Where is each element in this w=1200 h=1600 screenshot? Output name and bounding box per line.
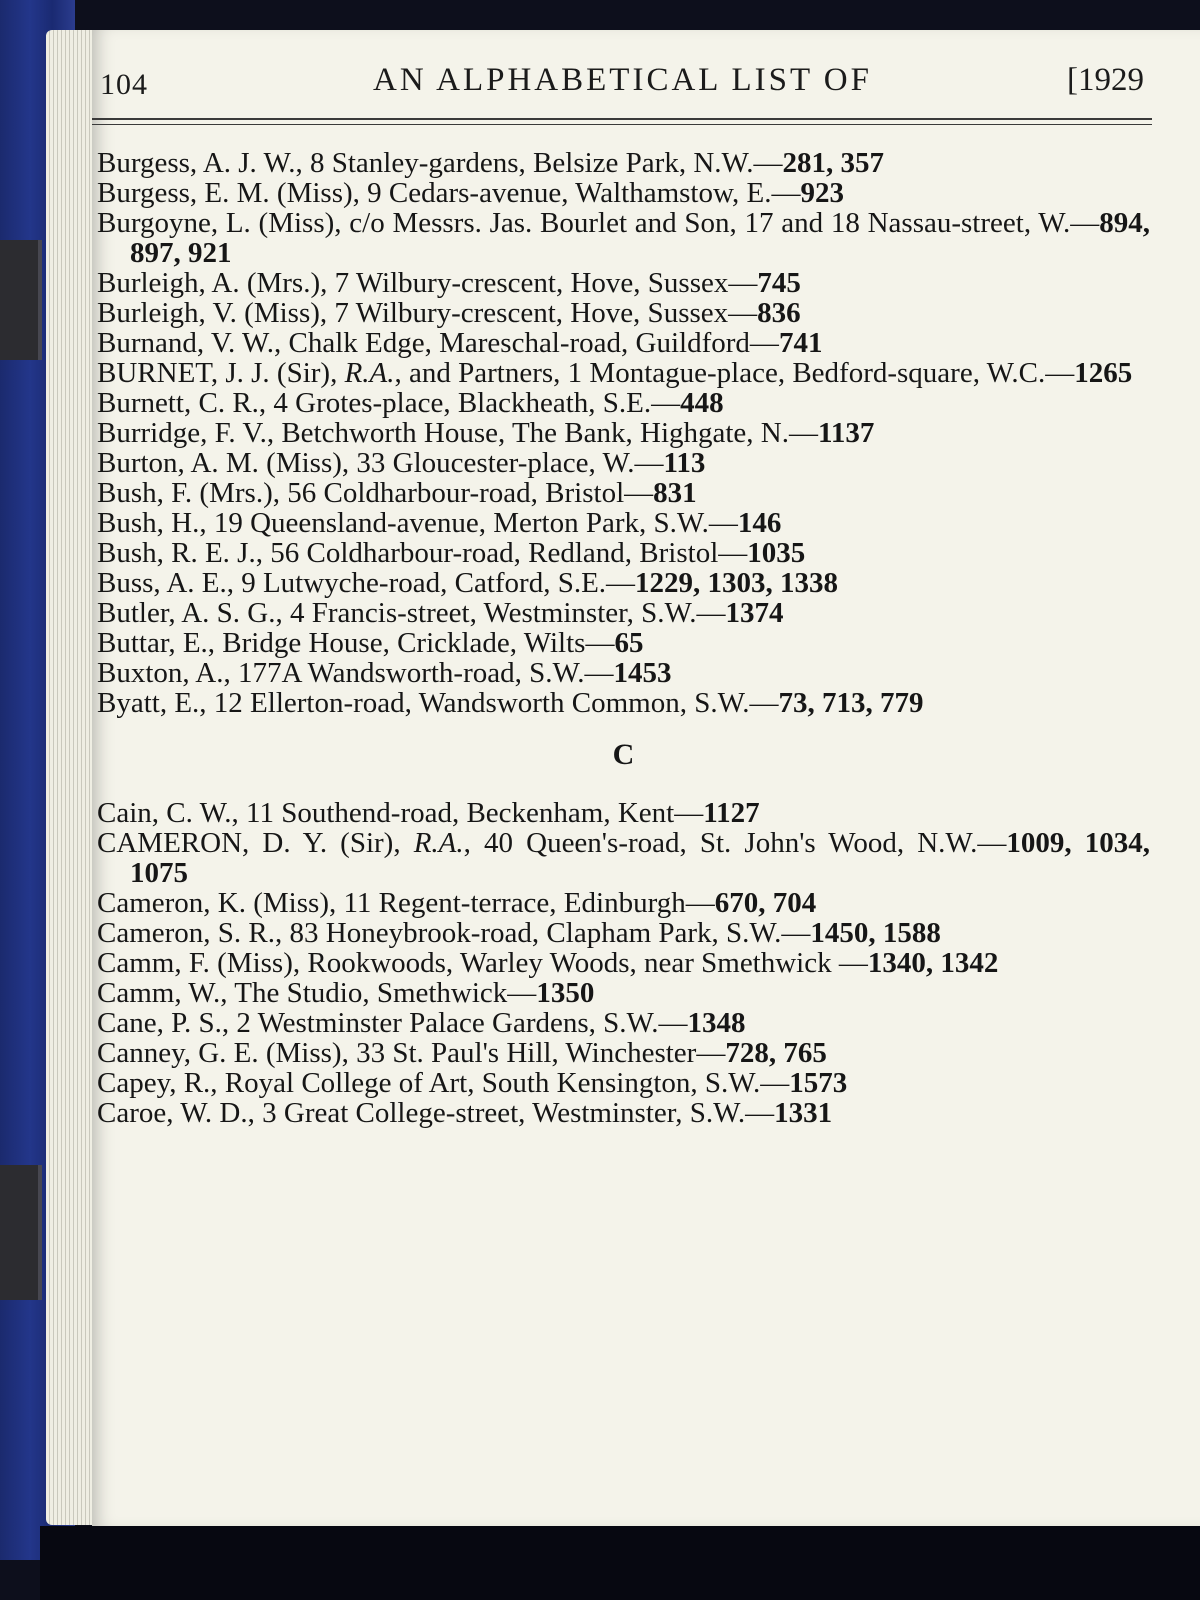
directory-entry: [97, 148, 1150, 178]
directory-entry: [97, 508, 1150, 538]
entry-numbers: 1137: [818, 417, 875, 449]
directory-entry: [97, 448, 1150, 478]
entry-address: Byatt, E., 12 Ellerton-road, Wandsworth Common, S.W.—: [97, 687, 779, 719]
entry-numbers: 281, 357: [782, 147, 884, 179]
entry-name: BURNET, J. J. (Sir),: [97, 357, 345, 389]
entry-address: Burleigh, A. (Mrs.), 7 Wilbury-crescent, Hove, Sussex—: [97, 267, 758, 299]
directory-entry: [97, 388, 1150, 418]
entry-address: Cameron, S. R., 83 Honeybrook-road, Clapham Park, S.W.—: [97, 917, 811, 949]
entry-address: Burridge, F. V., Betchworth House, The Bank, Highgate, N.—: [97, 417, 818, 449]
entry-numbers: 1127: [703, 797, 760, 829]
entry-numbers: 836: [757, 297, 801, 329]
directory-entry: [97, 628, 1150, 658]
directory-entry: [97, 798, 1150, 828]
entry-address: Burnand, V. W., Chalk Edge, Mareschal-road, Guildford—: [97, 327, 779, 359]
entry-address: Cameron, K. (Miss), 11 Regent-terrace, Edinburgh—: [97, 887, 715, 919]
entries-c: [97, 798, 1150, 1128]
entry-address: , 40 Queen's-road, St. John's Wood, N.W.—: [463, 827, 1007, 859]
entry-address: Camm, F. (Miss), Rookwoods, Warley Woods, near Smethwick —: [97, 947, 868, 979]
entry-numbers: 1450, 1588: [810, 917, 941, 949]
entry-numbers: 1009, 1034, 1075: [130, 827, 1150, 889]
directory-entry: [97, 358, 1150, 388]
entry-numbers: 1035: [747, 537, 806, 569]
entry-honorific: R.A.: [413, 827, 464, 859]
directory-entry: [97, 658, 1150, 688]
entry-numbers: 1331: [774, 1097, 833, 1129]
directory-entry: [97, 888, 1150, 918]
directory-entry: [97, 478, 1150, 508]
section-letter: C: [612, 738, 635, 771]
entry-numbers: 113: [663, 447, 706, 479]
entry-address: Capey, R., Royal College of Art, South Kensington, S.W.—: [97, 1067, 790, 1099]
entry-numbers: 1453: [613, 657, 672, 689]
entry-address: Cane, P. S., 2 Westminster Palace Gardens, S.W.—: [97, 1007, 688, 1039]
directory-entry: [97, 828, 1150, 888]
entry-numbers: 448: [680, 387, 724, 419]
directory-entry: [97, 178, 1150, 208]
entry-address: Burgess, A. J. W., 8 Stanley-gardens, Belsize Park, N.W.—: [97, 147, 783, 179]
entry-address: Buttar, E., Bridge House, Cricklade, Wilts—: [97, 627, 615, 659]
entry-address: Canney, G. E. (Miss), 33 St. Paul's Hill, Winchester—: [97, 1037, 726, 1069]
page-title: AN ALPHABETICAL LIST OF: [373, 62, 872, 98]
directory-entry: [97, 918, 1150, 948]
entry-numbers: 1348: [687, 1007, 746, 1039]
cover-clasp-top: [0, 240, 42, 360]
entry-numbers: 741: [778, 327, 823, 359]
entry-address: Burgoyne, L. (Miss), c/o Messrs. Jas. Bourlet and Son, 17 and 18 Nassau-street, W.—: [97, 207, 1100, 239]
header-rule-thick: [92, 118, 1152, 120]
entry-address: Buss, A. E., 9 Lutwyche-road, Catford, S.E.—: [97, 567, 636, 599]
directory-entry: [97, 418, 1150, 448]
page-number: 104: [100, 68, 148, 101]
directory-entry: [97, 1038, 1150, 1068]
entry-numbers: 923: [800, 177, 845, 209]
directory-entry: [97, 1008, 1150, 1038]
entry-numbers: 831: [653, 477, 697, 509]
directory-entry: [97, 1068, 1150, 1098]
running-header: [100, 62, 1160, 110]
entry-numbers: 65: [614, 627, 644, 659]
directory-entry: [97, 688, 1150, 718]
entry-list: [97, 148, 1150, 1128]
entry-honorific: R.A.: [344, 357, 395, 389]
year-label: [1929: [1067, 62, 1144, 98]
directory-entry: [97, 268, 1150, 298]
header-rule-thin: [92, 124, 1152, 125]
directory-entry: [97, 1098, 1150, 1128]
directory-entry: [97, 538, 1150, 568]
entry-numbers: 1573: [789, 1067, 848, 1099]
entry-name: CAMERON, D. Y. (Sir),: [97, 827, 414, 859]
cover-clasp-bottom: [0, 1165, 42, 1300]
entry-address: Caroe, W. D., 3 Great College-street, Westminster, S.W.—: [97, 1097, 775, 1129]
entry-numbers: 894, 897, 921: [130, 207, 1150, 269]
directory-entry: [97, 948, 1150, 978]
entry-numbers: 1265: [1074, 357, 1133, 389]
entries-b: [97, 148, 1150, 718]
entry-numbers: 728, 765: [725, 1037, 827, 1069]
directory-entry: [97, 598, 1150, 628]
entry-numbers: 1374: [725, 597, 784, 629]
entry-address: Burgess, E. M. (Miss), 9 Cedars-avenue, Walthamstow, E.—: [97, 177, 801, 209]
entry-numbers: 670, 704: [714, 887, 817, 919]
directory-entry: [97, 568, 1150, 598]
directory-entry: [97, 328, 1150, 358]
entry-numbers: 73, 713, 779: [778, 687, 924, 719]
bottom-background: [40, 1526, 1200, 1600]
entry-address: , and Partners, 1 Montague-place, Bedford-square, W.C.—: [394, 357, 1075, 389]
entry-address: Bush, R. E. J., 56 Coldharbour-road, Redland, Bristol—: [97, 537, 748, 569]
entry-numbers: 146: [737, 507, 782, 539]
entry-address: Bush, F. (Mrs.), 56 Coldharbour-road, Bristol—: [97, 477, 654, 509]
directory-entry: [97, 298, 1150, 328]
entry-address: Cain, C. W., 11 Southend-road, Beckenham, Kent—: [97, 797, 704, 829]
entry-numbers: 745: [757, 267, 801, 299]
entry-address: Bush, H., 19 Queensland-avenue, Merton Park, S.W.—: [97, 507, 738, 539]
directory-entry: [97, 978, 1150, 1008]
entry-address: Burnett, C. R., 4 Grotes-place, Blackheath, S.E.—: [97, 387, 681, 419]
entry-address: Butler, A. S. G., 4 Francis-street, Westminster, S.W.—: [97, 597, 726, 629]
directory-entry: [97, 208, 1150, 268]
entry-address: Burleigh, V. (Miss), 7 Wilbury-crescent, Hove, Sussex—: [97, 297, 758, 329]
entry-address: Camm, W., The Studio, Smethwick—: [97, 977, 537, 1009]
entry-numbers: 1350: [536, 977, 595, 1009]
entry-address: Burton, A. M. (Miss), 33 Gloucester-place, W.—: [97, 447, 664, 479]
entry-address: Buxton, A., 177A Wandsworth-road, S.W.—: [97, 657, 614, 689]
entry-numbers: 1340, 1342: [867, 947, 999, 979]
entry-numbers: 1229, 1303, 1338: [635, 567, 839, 599]
